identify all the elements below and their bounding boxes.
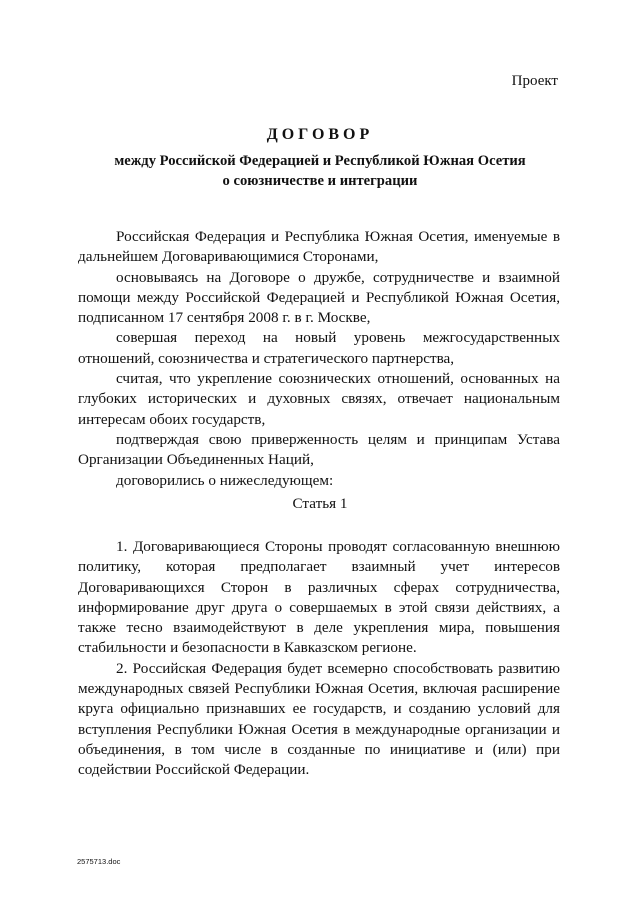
article-paragraph: 1. Договаривающиеся Стороны проводят согласованную внешнюю политику, которая предполагает взаимный учет интересов Договаривающихся Сторон в различных сферах сотрудничества, информирование друг друга о совершаемых в этой связи действиях, а также тесно взаимодействуют в деле укрепления мира, повышения стабильности и безопасности в Кавказском регионе. <box>78 538 560 657</box>
preamble-paragraph: совершая переход на новый уровень межгосударственных отношений, союзничества и стратегического партнерства, <box>78 329 560 367</box>
article-paragraph: 2. Российская Федерация будет всемерно способствовать развитию международных связей Республики Южная Осетия, включая расширение круга официально признавших ее государств, и созданию условий для вступления Республики Южная Осетия в международные организации и объединения, в том числе в созданные по инициативе и (или) при содействии Российской Федерации. <box>78 659 560 779</box>
article-heading: Статья 1 <box>292 495 348 512</box>
document-title: ДОГОВОР <box>266 126 374 143</box>
subtitle-line-2: о союзничестве и интеграции <box>222 173 418 189</box>
draft-label: Проект <box>511 73 558 89</box>
preamble-paragraph: основываясь на Договоре о дружбе, сотрудничестве и взаимной помощи между Российской Федерацией и Республикой Южная Осетия, подписанном 17 сентября 2008 г. в г. Москве, <box>78 268 560 327</box>
preamble-paragraph: Российская Федерация и Республика Южная Осетия, именуемые в дальнейшем Договаривающимися Сторонами, <box>78 228 560 266</box>
article-1-body <box>78 537 560 781</box>
preamble-paragraph: считая, что укрепление союзнических отношений, основанных на глубоких исторических и духовных связях, отвечает национальным интересам обоих государств, <box>78 370 560 428</box>
footer-filename: 2575713.doc <box>77 857 121 866</box>
document-subtitle <box>60 151 580 191</box>
subtitle-line-1: между Российской Федерацией и Республикой Южная Осетия <box>114 153 526 169</box>
preamble <box>78 227 560 491</box>
preamble-paragraph: подтверждая свою приверженность целям и принципам Устава Организации Объединенных Наций, <box>78 430 560 469</box>
preamble-paragraph: договорились о нижеследующем: <box>116 471 334 489</box>
